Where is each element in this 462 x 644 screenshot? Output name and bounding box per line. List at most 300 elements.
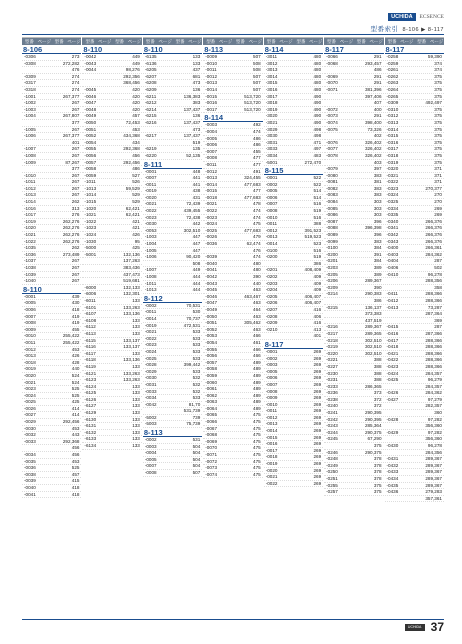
- page-ref: 288,356: [425, 278, 442, 284]
- model-code: -1001: [24, 93, 36, 99]
- model-code: -0313: [386, 119, 399, 125]
- index-row: [143, 67, 202, 74]
- page-ref: 508: [253, 67, 261, 73]
- index-row: [22, 127, 81, 134]
- index-row: [385, 74, 444, 81]
- index-row: [22, 100, 81, 107]
- page-ref: 475: [253, 419, 261, 425]
- page-ref: 409: [313, 280, 322, 286]
- model-code: -0086: [326, 212, 338, 218]
- model-code: -0024: [24, 392, 36, 398]
- header-rule: [22, 34, 444, 35]
- index-row: [385, 410, 444, 417]
- index-row: [22, 492, 81, 499]
- index-row: [22, 166, 81, 173]
- page-ref: 390: [373, 284, 382, 290]
- index-row: [143, 54, 202, 61]
- page-ref: 441: [192, 181, 201, 187]
- page-ref: 383: [373, 238, 382, 244]
- page-ref: 425: [71, 399, 80, 405]
- index-row: [385, 278, 444, 285]
- page-ref: 447: [192, 234, 201, 240]
- model-code: -1012: [24, 185, 36, 191]
- model-code: [143, 140, 173, 146]
- model-code: -0203: [265, 280, 278, 286]
- index-row: [324, 397, 383, 404]
- model-code: -0417: [386, 337, 399, 343]
- model-code: -0021: [205, 201, 218, 207]
- page-ref: 430: [71, 300, 80, 306]
- index-row: [264, 234, 323, 241]
- index-row: [324, 100, 383, 107]
- page-ref: 456: [71, 452, 80, 458]
- column-header: [385, 38, 444, 45]
- model-code: -1038: [24, 265, 36, 270]
- index-row: [22, 320, 81, 327]
- model-code: -1004: [144, 241, 157, 247]
- index-row: [143, 120, 202, 127]
- index-row: [203, 439, 262, 446]
- column-header-label: ページ: [339, 39, 354, 44]
- model-code: -0335: [386, 212, 399, 218]
- page-ref: 290,395: [364, 410, 382, 416]
- index-row: [143, 195, 202, 202]
- index-row: [385, 305, 444, 312]
- model-code: -6123: [84, 377, 97, 383]
- page-ref: 133,136: [123, 311, 140, 317]
- page-ref: 486: [132, 166, 140, 172]
- page-ref: 374: [434, 60, 442, 66]
- page-ref: 507: [253, 54, 261, 59]
- index-row: [385, 239, 444, 246]
- page-ref: 262,276: [62, 225, 80, 231]
- page-ref: 475: [253, 438, 261, 444]
- model-code: -0004: [205, 128, 218, 134]
- model-code: -0007: [265, 381, 278, 387]
- model-code: -0013: [265, 421, 278, 427]
- page-ref: 475: [253, 432, 261, 438]
- page-ref: 267,377: [62, 133, 80, 139]
- model-code: -0088: [326, 225, 338, 231]
- index-row: [203, 307, 262, 314]
- index-row: [22, 399, 81, 406]
- index-row: [264, 395, 323, 402]
- model-code: -3013: [265, 67, 278, 73]
- page-ref: 513,720: [244, 106, 261, 112]
- model-code: -3034: [265, 152, 278, 158]
- model-code: -0053: [144, 227, 157, 233]
- model-code: -0048: [84, 106, 97, 112]
- model-code: -0403: [386, 251, 399, 257]
- index-row: [82, 423, 141, 430]
- page-ref: 463,467: [244, 293, 261, 299]
- page-ref: 388: [373, 363, 382, 369]
- page-ref: 269: [313, 447, 322, 453]
- model-code: -0202: [265, 274, 278, 279]
- index-row: [203, 234, 262, 241]
- index-row: [324, 430, 383, 437]
- page-ref: 62,474: [246, 241, 261, 247]
- page-ref: 463: [253, 326, 261, 332]
- page-ref: 457: [132, 113, 140, 119]
- model-code: -0080: [326, 172, 338, 178]
- page-ref: 448: [192, 168, 201, 174]
- index-row: [324, 252, 383, 259]
- index-row: [385, 225, 444, 232]
- model-code: -0413: [386, 304, 399, 310]
- page-ref: 383: [192, 100, 201, 106]
- index-row: [143, 127, 202, 134]
- model-code: -1013: [24, 192, 36, 198]
- index-row: [324, 357, 383, 364]
- page-ref: 497: [313, 146, 322, 152]
- model-code: -0012: [265, 414, 278, 420]
- page-ref: 396: [373, 232, 382, 238]
- index-row: [324, 146, 383, 153]
- index-row: [264, 254, 323, 261]
- index-row: [143, 74, 202, 81]
- page-ref: 266,376: [425, 225, 442, 231]
- index-row: [264, 349, 323, 356]
- index-row: [22, 219, 81, 226]
- page-ref: 453: [71, 425, 80, 431]
- model-code: -0052: [205, 326, 218, 332]
- page-ref: 133,263: [123, 377, 140, 383]
- model-code: -0043: [205, 280, 218, 286]
- index-row: [324, 403, 383, 410]
- page-ref: 276: [71, 212, 80, 218]
- column-header-label: ページ: [308, 39, 323, 44]
- page-ref: 480: [313, 60, 322, 66]
- column-header-label: 型番: [356, 39, 366, 44]
- page-ref: 52,135: [186, 152, 201, 158]
- page-ref: 391: [373, 251, 382, 257]
- index-row: [324, 192, 383, 199]
- page-ref: 525: [71, 465, 80, 471]
- index-row: [203, 353, 262, 360]
- page-ref: 289,367: [364, 324, 382, 330]
- model-code: [324, 100, 354, 106]
- page-ref: 133,263: [123, 304, 140, 310]
- index-row: [385, 166, 444, 173]
- page-ref: 133,137: [123, 344, 140, 350]
- index-row: [22, 153, 81, 160]
- index-row: [324, 456, 383, 463]
- index-row: [385, 331, 444, 338]
- model-code: -6108: [84, 317, 97, 323]
- model-code: [385, 278, 415, 284]
- index-row: [143, 470, 202, 477]
- column-header-label: ページ: [279, 39, 293, 44]
- index-row: [264, 408, 323, 415]
- page-ref: 375: [434, 139, 442, 145]
- index-row: [324, 232, 383, 239]
- page-ref: 455: [71, 326, 80, 332]
- page-ref: 378: [373, 462, 382, 468]
- model-code: -0312: [386, 113, 399, 119]
- page-ref: 291: [373, 73, 382, 79]
- index-row: [324, 153, 383, 160]
- page-ref: 463: [253, 300, 261, 306]
- index-row: [143, 261, 202, 268]
- page-ref: 529: [132, 199, 140, 205]
- page-ref: 133: [132, 330, 140, 336]
- page-ref: 375: [373, 489, 382, 495]
- model-code: -0308: [24, 60, 36, 66]
- model-code: -0010: [24, 333, 36, 339]
- model-code: [264, 261, 294, 267]
- page-ref: 519,681: [123, 278, 140, 284]
- page-ref: 375: [434, 133, 442, 139]
- index-row: [203, 406, 262, 413]
- page-ref: 133: [132, 390, 140, 396]
- index-range: 8-106 ▶ 8-117: [402, 27, 444, 33]
- model-code: -0068: [205, 432, 218, 438]
- page-ref: 489: [253, 386, 261, 392]
- model-code: [385, 285, 415, 291]
- page-ref: 289,367: [425, 482, 442, 488]
- model-code: -0046: [84, 93, 97, 99]
- page-ref: 516: [313, 214, 322, 220]
- model-code: -6136: [144, 60, 157, 66]
- index-row: [82, 278, 141, 285]
- index-row: [22, 478, 81, 485]
- index-column: [203, 37, 262, 615]
- page-ref: 67,290: [367, 436, 382, 442]
- page-ref: 375: [434, 93, 442, 99]
- model-code: -6219: [144, 146, 157, 152]
- page-ref: 418: [71, 491, 80, 497]
- page-ref: 428: [71, 359, 80, 365]
- model-code: -5001: [265, 159, 278, 165]
- model-code: -0249: [326, 462, 338, 468]
- index-row: [385, 357, 444, 364]
- index-row: [324, 245, 383, 252]
- page-ref: 522: [313, 181, 322, 187]
- index-row: [324, 324, 383, 331]
- index-column-body: [203, 45, 262, 615]
- index-row: [203, 169, 262, 176]
- model-code: -5001: [84, 251, 97, 257]
- index-row: [22, 107, 81, 114]
- index-row: [22, 340, 81, 347]
- page-ref: 288,366: [425, 337, 442, 343]
- index-row: [82, 140, 141, 147]
- page-ref: 533: [192, 368, 201, 374]
- index-row: [143, 241, 202, 248]
- page-ref: 98,276: [125, 67, 140, 73]
- model-code: -0071: [205, 452, 218, 458]
- index-row: [324, 423, 383, 430]
- model-code: -0033: [144, 388, 157, 394]
- model-code: -0072: [326, 106, 338, 112]
- model-code: -0039: [24, 478, 36, 484]
- index-row: [264, 54, 323, 61]
- series-heading: 8-106: [22, 45, 81, 54]
- model-code: -3021: [265, 119, 278, 125]
- index-row: [385, 265, 444, 272]
- model-code: -0023: [24, 386, 36, 392]
- index-row: [82, 160, 141, 167]
- column-header-label: 型番: [266, 39, 276, 44]
- model-code: -0406: [386, 265, 399, 270]
- page-ref: 133: [192, 54, 201, 59]
- page-ref: 269: [313, 381, 322, 387]
- page-ref: 489: [253, 392, 261, 398]
- page-ref: 492,497: [425, 100, 442, 106]
- index-row: [82, 186, 141, 193]
- index-row: [385, 496, 444, 503]
- index-column-body: [324, 45, 383, 615]
- page-ref: 447: [192, 247, 201, 253]
- index-row: [22, 160, 81, 167]
- page-ref: 464: [253, 306, 261, 312]
- index-row: [203, 208, 262, 215]
- index-row: [324, 160, 383, 167]
- model-code: -0011: [144, 181, 157, 187]
- index-row: [264, 221, 323, 228]
- model-code: -0082: [326, 185, 338, 191]
- model-code: -0033: [24, 438, 36, 444]
- model-code: -0072: [205, 458, 218, 464]
- model-code: -0209: [265, 320, 278, 326]
- index-row: [203, 432, 262, 439]
- model-code: -1004: [24, 113, 36, 119]
- index-row: [22, 120, 81, 127]
- column-header-label: 型番: [54, 39, 64, 44]
- model-code: -0045: [84, 86, 97, 92]
- page-ref: 396,398: [364, 225, 382, 231]
- column-header: [203, 38, 262, 45]
- page-ref: 384: [373, 258, 382, 264]
- page-ref: 72,439: [186, 201, 201, 207]
- model-code: -1030: [84, 238, 97, 244]
- page-ref: 533: [192, 395, 201, 401]
- index-row: [82, 54, 141, 61]
- index-row: [264, 140, 323, 147]
- model-code: -6006: [84, 291, 97, 297]
- model-code: -0207: [265, 306, 278, 312]
- index-row: [324, 258, 383, 265]
- index-row: [264, 333, 323, 340]
- model-code: -1022: [24, 238, 36, 244]
- model-code: -0068: [326, 60, 338, 66]
- page-ref: 533: [192, 335, 201, 341]
- model-code: -0411: [386, 291, 398, 297]
- page-ref: 397,406: [364, 93, 382, 99]
- index-row: [143, 133, 202, 140]
- model-code: -0053: [205, 333, 218, 339]
- index-row: [22, 87, 81, 94]
- index-row: [324, 311, 383, 318]
- index-row: [143, 316, 202, 323]
- model-code: [385, 384, 415, 390]
- index-row: [143, 356, 202, 363]
- footer-rule: [22, 619, 444, 620]
- page-ref: 137,263: [123, 258, 140, 264]
- page-ref: 324,455: [244, 175, 261, 181]
- page-ref: 504: [192, 463, 201, 469]
- model-code: -0201: [265, 267, 278, 273]
- index-row: [324, 463, 383, 470]
- model-code: -0316: [386, 139, 399, 145]
- page-ref: 476: [253, 247, 261, 253]
- page-ref: 272,282: [62, 60, 80, 66]
- model-code: -0023: [144, 214, 157, 220]
- page-ref: 475: [253, 452, 261, 458]
- model-code: -1015: [84, 199, 97, 205]
- model-code: [82, 265, 112, 271]
- index-row: [385, 186, 444, 193]
- model-code: -0055: [205, 346, 218, 352]
- model-code: -0214: [326, 291, 338, 297]
- model-code: -0034: [24, 452, 36, 458]
- header-bar: [388, 12, 444, 22]
- column-header-label: 型番: [296, 39, 306, 44]
- page-ref: 59,390: [427, 54, 442, 59]
- index-row: [22, 366, 81, 373]
- page-ref: 292,368: [62, 438, 80, 444]
- index-row: [385, 417, 444, 424]
- page-ref: 440: [71, 366, 80, 372]
- model-code: -0057: [84, 159, 97, 165]
- model-code: -0049: [84, 113, 97, 119]
- index-row: [264, 481, 323, 488]
- model-code: -0003: [144, 443, 157, 449]
- model-code: -0014: [205, 181, 218, 187]
- page-ref: 492: [253, 122, 261, 128]
- page-ref: 267,807: [62, 113, 80, 119]
- page-ref: 303: [373, 199, 382, 205]
- model-code: -0073: [326, 113, 338, 119]
- index-row: [264, 241, 323, 248]
- model-code: -1007: [24, 146, 36, 152]
- index-row: [324, 265, 383, 272]
- index-row: [385, 469, 444, 476]
- model-code: -0065: [205, 412, 218, 418]
- model-code: -0206: [265, 300, 278, 306]
- index-row: [22, 360, 81, 367]
- model-code: -1007: [144, 267, 157, 273]
- page-ref: 431: [192, 194, 201, 200]
- page-ref: 475: [253, 471, 261, 477]
- model-code: -0081: [326, 179, 338, 185]
- index-row: [264, 146, 323, 153]
- model-code: [264, 333, 294, 339]
- page-ref: 269: [313, 375, 322, 381]
- column-header: [82, 38, 141, 45]
- index-row: [203, 459, 262, 466]
- model-code: -0429: [386, 429, 399, 435]
- model-code: -6209: [144, 86, 157, 92]
- index-row: [22, 353, 81, 360]
- index-row: [264, 87, 323, 94]
- index-row: [82, 61, 141, 68]
- model-code: -0029: [24, 419, 36, 425]
- model-code: -3031: [265, 139, 278, 145]
- index-row: [324, 351, 383, 358]
- model-code: -0006: [24, 306, 36, 312]
- model-code: -0261: [386, 67, 399, 73]
- index-row: [22, 192, 81, 199]
- index-column-body: [82, 45, 141, 615]
- page-ref: 438: [192, 188, 201, 194]
- column-header-label: 型番: [85, 39, 95, 44]
- index-row: [143, 463, 202, 470]
- model-code: -0040: [205, 260, 218, 266]
- page-ref: 302,510: [364, 344, 382, 350]
- page-ref: 267: [71, 258, 80, 264]
